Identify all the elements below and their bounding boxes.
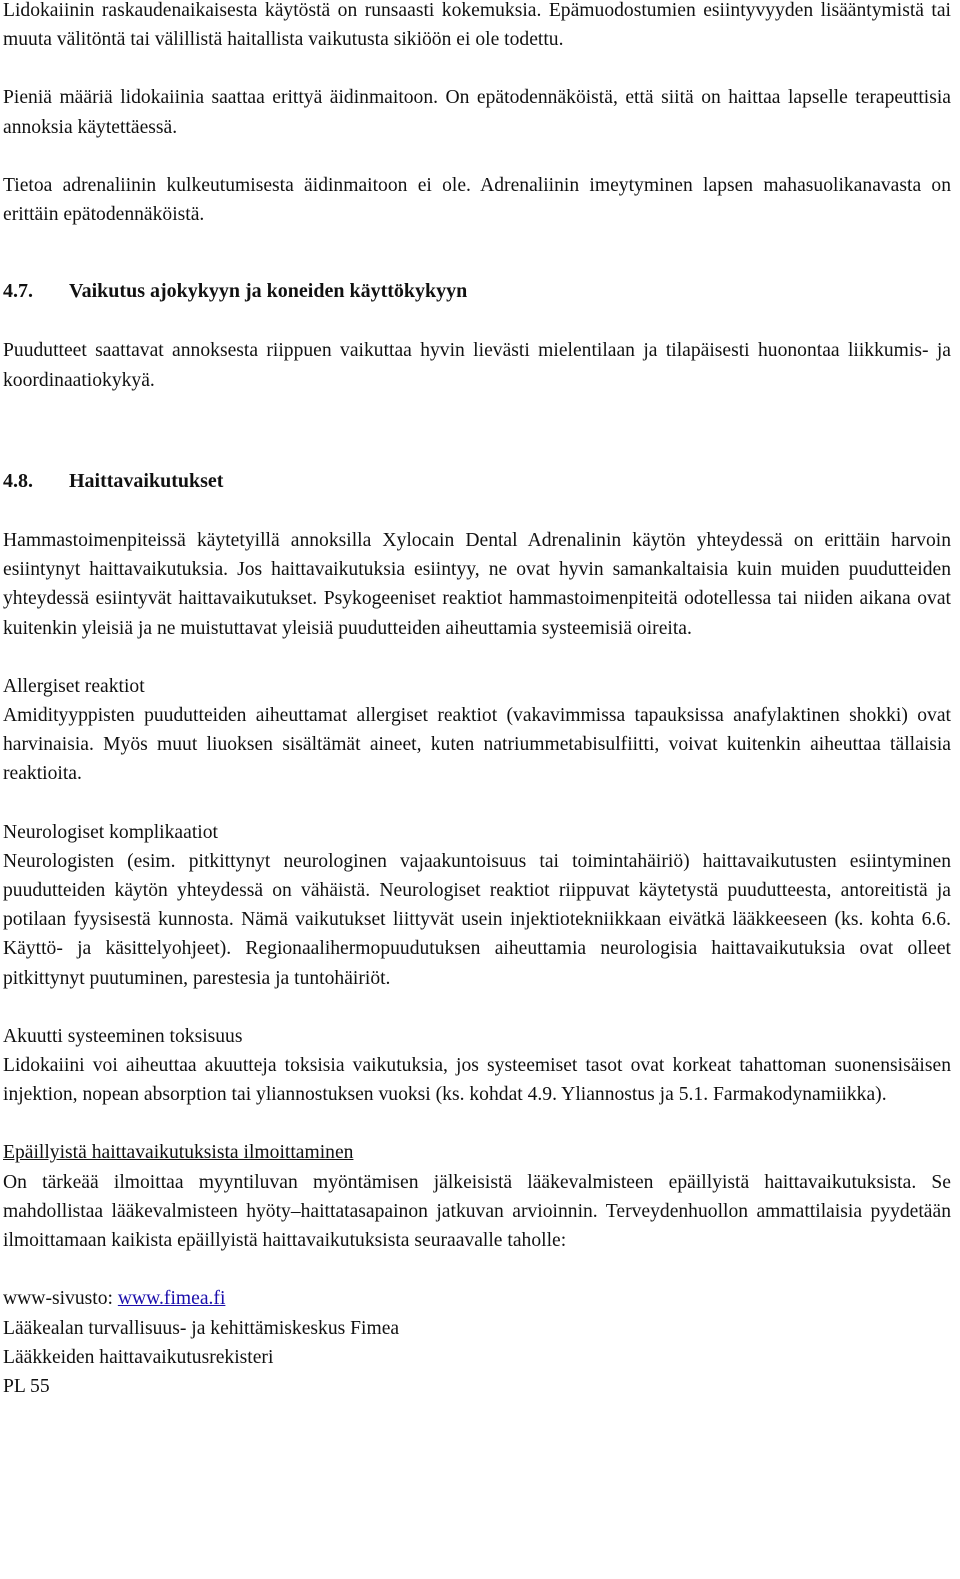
section-heading-4-8 <box>3 467 951 496</box>
subheading-acute: Akuutti systeeminen toksisuus <box>3 1025 243 1047</box>
block-reporting <box>3 1138 951 1255</box>
section-number: 4.8. <box>3 469 33 492</box>
contact-web-label: www-sivusto: <box>3 1288 118 1310</box>
section-number: 4.7. <box>3 280 33 303</box>
contact-block <box>3 1284 951 1401</box>
contact-web-line <box>3 1284 951 1313</box>
contact-line-agency: Lääkealan turvallisuus- ja kehittämiskeskus Fimea <box>3 1317 400 1339</box>
paragraph-neuro: Neurologisten (esim. pitkittynyt neurologinen vajaakuntoisuus tai toimintahäiriö) haittavaikutusten esiintyminen puudutteiden käytön yhteydessä on vähäistä. Neurologiset reaktiot riippuvat käytetystä puudutteesta, antoreitistä ja potilaan fyysisestä kunnosta. Nämä vaikutukset liittyvät usein injektiotekniikkaan eivätkä lääkkeeseen (ks. kohta 6.6. Käyttö- ja käsittelyohjeet). Regionaalihermopuudutuksen aiheuttamia neurologisia haittavaikutuksia ovat olleet pitkittynyt puutuminen, parestesia ja tuntohäiriöt. <box>3 850 951 989</box>
paragraph-adverse-intro: Hammastoimenpiteissä käytetyillä annoksilla Xylocain Dental Adrenalinin käytön yhteydessä on erittäin harvoin esiintynyt haittavaikutuksia. Jos haittavaikutuksia esiintyy, ne ovat hyvin samankaltaisia kuin muiden puudutteiden yhteydessä esiintyvät haittavaikutukset. Psykogeeniset reaktiot hammastoimenpiteitä odotellessa tai niiden aikana ovat kuitenkin yleisiä ja ne muistuttavat yleisiä puudutteiden aiheuttamia systeemisiä oireita. <box>3 530 951 639</box>
paragraph-driving: Puudutteet saattavat annoksesta riippuen vaikuttaa hyvin lievästi mielentilaan ja tilapäisesti huonontaa liikkumis- ja koordinaatiokykyä. <box>3 340 951 391</box>
paragraph-breastmilk-adrenaline: Tietoa adrenaliinin kulkeutumisesta äidinmaitoon ei ole. Adrenaliinin imeytyminen lapsen mahasuolikanavasta on erittäin epätodennäköistä. <box>3 174 951 226</box>
paragraph-allergic: Amidityyppisten puudutteiden aiheuttamat allergiset reaktiot (vakavimmissa tapauksissa anafylaktinen shokki) ovat harvinaisia. Myös muut liuoksen sisältämät aineet, kuten natriummetabisulfiitti, voivat kuitenkin aiheuttaa tällaisia reaktioita. <box>3 705 951 785</box>
paragraph-reporting: On tärkeää ilmoittaa myyntiluvan myöntämisen jälkeisistä lääkevalmisteen epäillyistä haittavaikutuksista. Se mahdollistaa lääkevalmisteen hyöty–haittatasapainon jatkuvan arvioinnin. Terveydenhuollon ammattilaisia pyydetään ilmoittamaan kaikista epäillyistä haittavaikutuksista seuraavalle taholle: <box>3 1171 951 1252</box>
document-page <box>3 0 951 1401</box>
paragraph-acute: Lidokaiini voi aiheuttaa akuutteja toksisia vaikutuksia, jos systeemiset tasot ovat korkeat tahattoman suonensisäisen injektion, nopean absorption tai yliannostuksen vuoksi (ks. kohdat 4.9. Yliannostus ja 5.1. Farmakodynamiikka). <box>3 1055 951 1106</box>
subheading-neuro: Neurologiset komplikaatiot <box>3 821 218 843</box>
paragraph-pregnancy: Lidokaiinin raskaudenaikaisesta käytöstä on runsaasti kokemuksia. Epämuodostumien esiintyvyyden lisääntymistä tai muuta välitöntä tai välillistä haitallista vaikutusta sikiöön ei ole todettu. <box>3 0 951 51</box>
paragraph-breastmilk-lidocaine: Pieniä määriä lidokaiinia saattaa erittyä äidinmaitoon. On epätodennäköistä, että siitä on haittaa lapselle terapeuttisia annoksia käytettäessä. <box>3 87 951 138</box>
block-acute <box>3 1022 951 1110</box>
contact-line-pobox: PL 55 <box>3 1375 50 1397</box>
block-allergic <box>3 672 951 789</box>
block-neuro <box>3 818 951 993</box>
section-title: Vaikutus ajokykyyn ja koneiden käyttökykyyn <box>69 280 468 303</box>
contact-line-registry: Lääkkeiden haittavaikutusrekisteri <box>3 1346 274 1368</box>
subheading-allergic: Allergiset reaktiot <box>3 675 145 697</box>
fimea-link[interactable]: www.fimea.fi <box>117 1288 226 1310</box>
subheading-reporting: Epäillyistä haittavaikutuksista ilmoittaminen <box>3 1142 354 1164</box>
section-title: Haittavaikutukset <box>69 469 224 492</box>
section-heading-4-7 <box>3 277 951 306</box>
